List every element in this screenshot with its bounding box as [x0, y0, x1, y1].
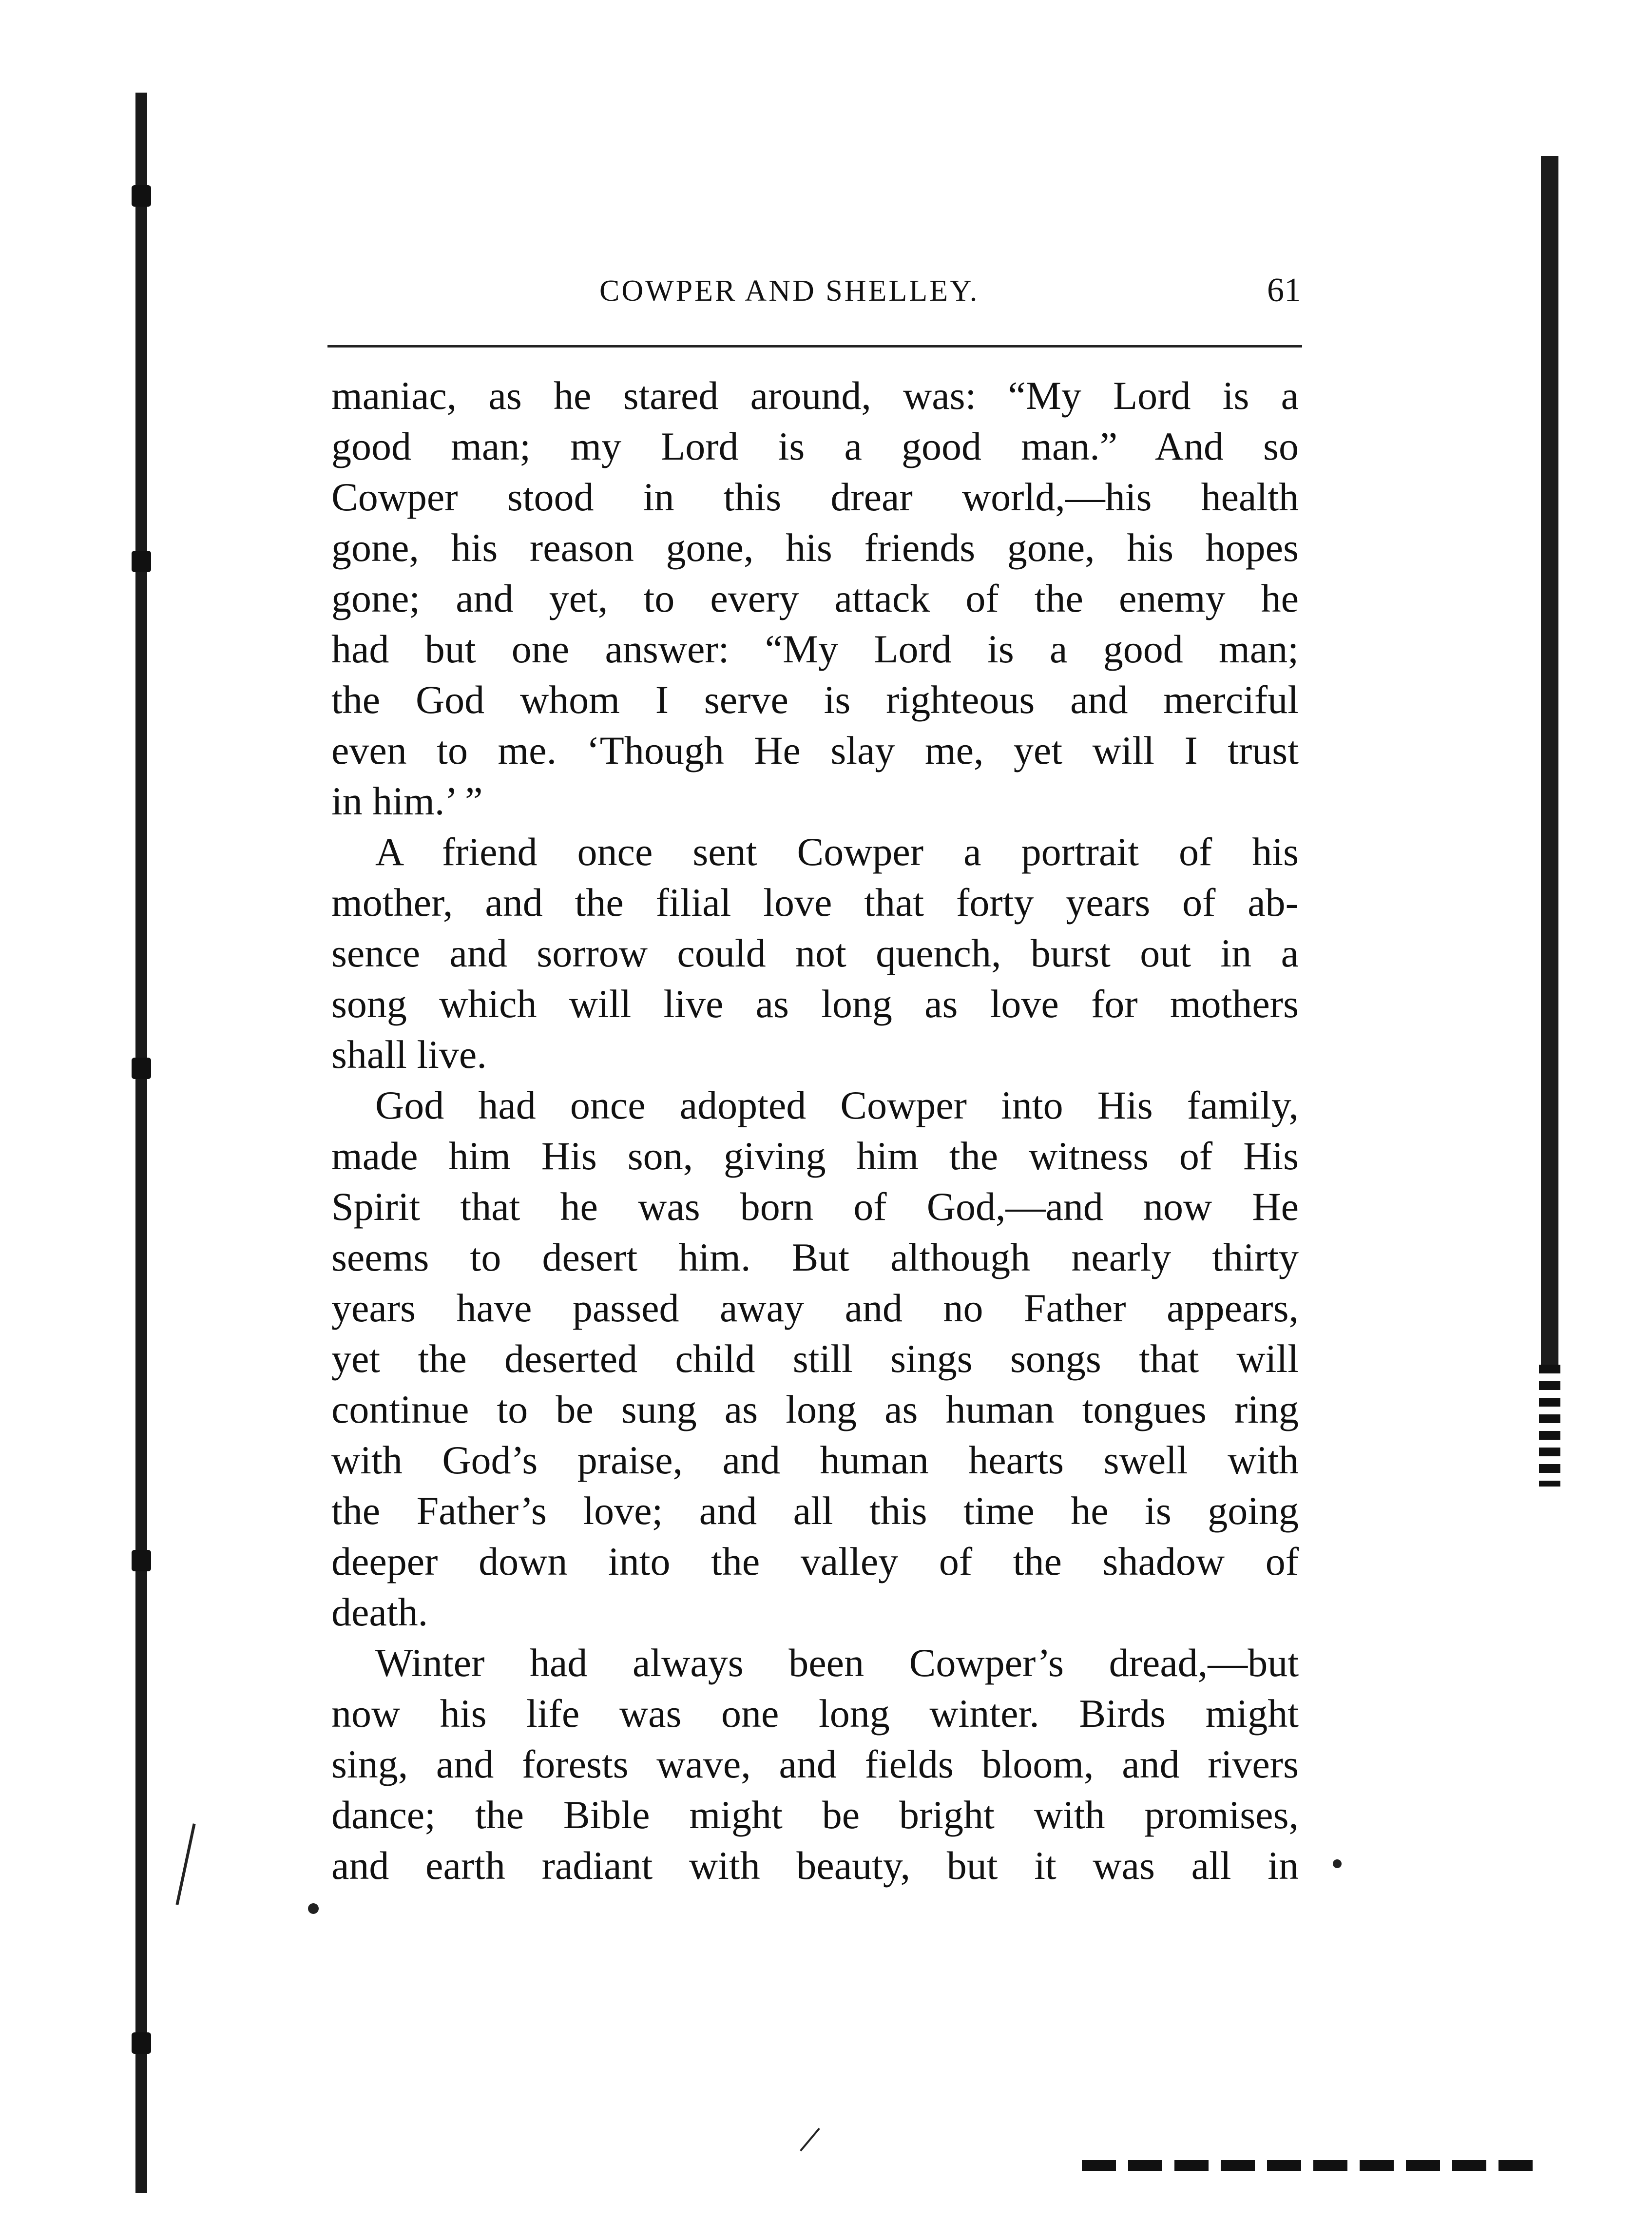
text-line: shall live. [331, 1032, 487, 1077]
text-line: gone, his reason gone, his friends gone, his hopes [331, 525, 1299, 570]
text-line: maniac, as he stared around, was: “My Lord is a [331, 373, 1299, 418]
text-line: Winter had always been Cowper’s dread,—but [375, 1641, 1299, 1685]
text-line: Spirit that he was born of God,—and now He [331, 1184, 1299, 1229]
text-line: made him His son, giving him the witness of His [331, 1134, 1299, 1178]
paragraph [331, 370, 1299, 827]
running-head [327, 271, 1301, 318]
paragraph [331, 1080, 1299, 1638]
binding-edge-right [1541, 156, 1558, 1365]
text-line: sence and sorrow could not quench, burst out in a [331, 931, 1299, 975]
binding-notch [132, 185, 151, 207]
scan-speck [800, 2128, 820, 2152]
text-line: continue to be sung as long as human tongues ring [331, 1387, 1299, 1431]
text-line: dance; the Bible might be bright with promises, [331, 1793, 1299, 1837]
text-line: Cowper stood in this drear world,—his health [331, 475, 1299, 519]
text-line: death. [331, 1590, 428, 1634]
text-line: and earth radiant with beauty, but it was all in [331, 1843, 1299, 1888]
text-line: the God whom I serve is righteous and merciful [331, 677, 1299, 722]
text-line: gone; and yet, to every attack of the enemy he [331, 576, 1299, 620]
binding-notch [132, 1550, 151, 1571]
paragraph [331, 1638, 1299, 1891]
scan-speck [308, 1903, 319, 1914]
text-line: sing, and forests wave, and fields bloom, and rivers [331, 1742, 1299, 1786]
text-line: song which will live as long as love for mothers [331, 982, 1299, 1026]
text-line: even to me. ‘Though He slay me, yet will I trust [331, 728, 1299, 773]
scan-bottom-edge [1082, 2160, 1545, 2171]
text-line: now his life was one long winter. Birds might [331, 1691, 1299, 1736]
text-line: the Father’s love; and all this time he is going [331, 1488, 1299, 1533]
page-number: 61 [1267, 271, 1301, 309]
binding-edge-right-ticks [1539, 1365, 1560, 1487]
scan-speck [175, 1823, 195, 1905]
header-rule [327, 345, 1302, 348]
text-line: God had once adopted Cowper into His family, [375, 1083, 1299, 1127]
text-line: good man; my Lord is a good man.” And so [331, 424, 1299, 468]
text-line: yet the deserted child still sings songs that will [331, 1336, 1299, 1381]
running-head-title: COWPER AND SHELLEY. [599, 274, 980, 308]
binding-notch [132, 2032, 151, 2054]
text-line: with God’s praise, and human hearts swell with [331, 1438, 1299, 1482]
text-line: mother, and the filial love that forty years of ab- [331, 880, 1299, 925]
paragraph [331, 827, 1299, 1080]
text-line: in him.’ ” [331, 779, 483, 823]
text-line: A friend once sent Cowper a portrait of his [375, 830, 1299, 874]
binding-notch [132, 1058, 151, 1079]
binding-edge-left [135, 93, 147, 2193]
scan-speck [1333, 1859, 1342, 1868]
text-line: had but one answer: “My Lord is a good man; [331, 627, 1299, 671]
text-line: deeper down into the valley of the shadow of [331, 1539, 1299, 1584]
text-line: years have passed away and no Father appears, [331, 1286, 1299, 1330]
body-text [331, 370, 1299, 1891]
text-line: seems to desert him. But although nearly thirty [331, 1235, 1299, 1279]
binding-notch [132, 551, 151, 572]
